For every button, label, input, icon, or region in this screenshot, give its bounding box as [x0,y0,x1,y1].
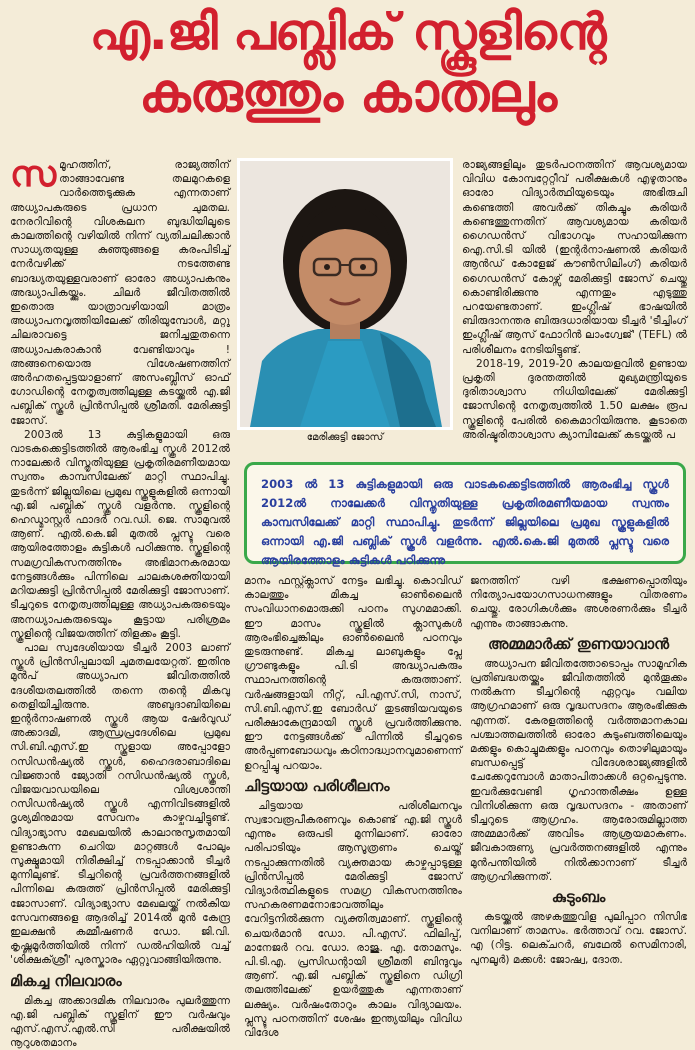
subheading: കുടുംബം [551,888,606,907]
photo-caption: മേരിക്കുട്ടി ജോസ് [306,432,384,443]
article-paragraph: 2003ൽ 13 കുട്ടികളുമായി ഒരു വാടകക്കെട്ടിടത്തിൽ ആരംഭിച്ച സ്കൂൾ 2012ൽ നാലേക്കർ വിസ്തൃതിയുള്ള പ്രകൃതിരമണീയമായ സ്വന്തം കാമ്പസിലേക്ക് മാറ്റി സ്ഥാപിച്ചു. തുടർന്ന് ജില്ലയിലെ പ്രമുഖ സ്കൂളുകളിൽ ഒന്നായി എ.ജി പബ്ലിക് സ്കൂൾ വളർന്നു. സ്കൂളിന്റെ ഹെഡ്മാസ്റ്റർ ഫാദർ റവ.ഡി. ജെ. സാമുവൽ ആണ്. എൽ.കെ.ജി മുതൽ പ്ലസ്ടു വരെ ആയിരത്തോളം കുട്ടികൾ പഠിക്കുന്നു. സ്കൂളിന്റെ സമഗ്രവികസനത്തിനും അഭിമാനകരമായ നേട്ടങ്ങൾക്കും പിന്നിലെ ചാലകശക്തിയായി മറിയക്കുട്ടി പ്രിൻസിപ്പൽ മേരിക്കുട്ടി ജോസാണ്. ടീച്ചറുടെ നേതൃത്വത്തിലുള്ള അധ്യാപകരുടെയും അനധ്യാപകരുടെയും കൂട്ടായ പരിശ്രമം സ്കൂളിന്റെ വിജയത്തിന് തിളക്കം കൂട്ടി. [10,428,230,640]
pull-quote-box: 2003 ൽ 13 കുട്ടികളുമായി ഒരു വാടകക്കെട്ടിടത്തിൽ ആരംഭിച്ച സ്കൂൾ 2012ൽ നാലേക്കർ വിസ്തൃതിയുള്ള പ്രകൃതിരമണീയമായ സ്വന്തം കാമ്പസിലേക്ക് മാറ്റി സ്ഥാപിച്ചു. തുടർന്ന് ജില്ലയിലെ പ്രമുഖ സ്കൂളുകളിൽ ഒന്നായി എ.ജി പബ്ലിക് സ്കൂൾ വളർന്നു. എൽ.കെ.ജി മുതൽ പ്ലസ്ടു വരെ ആയിരത്തോളം കുട്ടികൾ പഠിക്കുന്നു [244,462,686,564]
article-paragraph: ചിട്ടയായ പരിശീലനവും സ്വഭാവരൂപീകരണവും കൊണ്ട് എ.ജി സ്കൂൾ എന്നും ഒരുപടി മുന്നിലാണ്. ഓരോ പരിപാടിയും ആസൂത്രണം ചെയ്ത് നടപ്പാക്കുന്നതിൽ വ്യക്തമായ കാഴ്ചപ്പാടുള്ള പ്രിൻസിപ്പൽ മേരിക്കുട്ടി ജോസ് വിദ്യാർത്ഥികളുടെ സമഗ്ര വികസനത്തിനും സഹകരണമനോഭാവത്തിലും വേറിട്ടനിൽക്കുന്ന വ്യക്തിത്വമാണ്. സ്കൂളിന്റെ ചെയർമാൻ ഡോ. പി.എസ്. ഫിലിപ്പ്, മാനേജർ റവ. ഡോ. രാജു. എ. തോമസും. പി.ടി.എ. പ്രസിഡന്റായി ശ്രീമതി ബിന്ദുവും ആണ്. എ.ജി പബ്ലിക് സ്കൂളിനെ ഡിഗ്രി തലത്തിലേക്ക് ഉയർത്തുക എന്നതാണ് ലക്ഷ്യം. വർഷംതോറും കാലം വിദ്യാലയം. പ്ലസ്ടു പഠനത്തിന് ശേഷം ഇന്ത്യയിലും വിവിധ വിദേശ [244,799,462,1040]
drop-cap: സ [10,154,57,195]
headline-line-1: എ.ജി പബ്ലിക് സ്കൂളിന്റെ [89,3,606,61]
subheading: മികച്ച നിലവാരം [10,971,122,990]
headline [0,3,695,124]
article-column-1 [10,154,230,1050]
article-paragraph: സമൂഹത്തിന്, രാജ്യത്തിന് താങ്ങാവേണ്ട തലമുറകളെ വാർത്തെടുക്കുക എന്നതാണ് അധ്യാപകരുടെ പ്രധാന ചുമതല. നേരറിവിന്റെ വിശകലന ബുദ്ധിയിലൂടെ കാലത്തിന്റെ വഴിയിൽ നിന്ന് വ്യതിചലിക്കാൻ സാധ്യതയുള്ള കുഞ്ഞുങ്ങളെ കരംപിടിച്ച് നേർവഴിക്ക് നടത്തേണ്ട ബാദ്ധ്യതയുള്ളവരാണ് ഓരോ അധ്യാപകനും അദ്ധ്യാപികയ്ക്കും. ചിലർ ജീവിതത്തിൽ ഇതൊരു യാത്രാവഴിയായി മാത്രം അധ്യാപനവൃത്തിയിലേക്ക് തിരിയുമ്പോൾ, മറ്റു ചിലരാവട്ടെ ജനിച്ചതുതന്നെ അധ്യാപകരാകാൻ വേണ്ടിയാവും ! അങ്ങനെയൊരു വിശേഷണത്തിന് അർഹതപ്പെട്ടയാളാണ് അസംബ്ലീസ് ഓഫ് ഗോഡിന്റെ നേതൃത്വത്തിലുള്ള കടയ്ക്കൽ എ.ജി പബ്ലിക് സ്കൂൾ പ്രിൻസിപ്പൽ ശ്രീമതി. മേരിക്കുട്ടി ജോസ്. [10,154,230,427]
headline-line-2: കരുത്തും കാതലും [138,60,556,124]
subheading: അമ്മമാർക്ക് തുണയാവാൻ [487,634,670,653]
article-paragraph: ജനത്തിന് വഴി ഭക്ഷണപ്പൊതിയും നിത്യോപയോഗസാധനങ്ങളും വിതരണം ചെയ്തു. രോഗികൾക്കും അശരണർക്കും ടീച്ചർ എന്നും താങ്ങാകുന്നു. [470,575,687,630]
subheading: ചിട്ടയായ പരിശീലനം [244,776,390,795]
portrait-photo [237,158,453,430]
article-paragraph: കടയ്ക്കൽ അഴകത്തുവിള പുലിപ്പാറ നിസിഭ വനിലാണ് താമസം. ഭർത്താവ് റവ. ജോസ്. എ (റിട്ട. ലെക്ചറർ, ബഥേൽ സെമിനാരി, പുനലൂർ) മക്കൾ: ജോഷ്വ, ദോത. [470,911,687,966]
article-paragraph: മികച്ച അക്കാദമിക നിലവാരം പുലർത്തുന്ന എ.ജി പബ്ലിക് സ്കൂളിന് ഈ വർഷവും എസ്.എസ്.എൽ.സി പരീക്ഷയിൽ നൂറുശതമാനം [10,994,230,1050]
portrait-illustration [240,161,450,427]
article-paragraph: പാല സ്വദേശിയായ ടീച്ചർ 2003 ലാണ് സ്കൂൾ പ്രിൻസിപ്പലായി ചുമതലയേറ്റത്. ഇതിനു മുൻപ് അധ്യാപന ജീവിതത്തിൽ ദേശീയതലത്തിൽ തന്നെ തന്റെ മികവു തെളിയിച്ചിരുന്നു. അബുദാബിയിലെ ഇന്റർനാഷണൽ സ്കൂൾ ആയ ഷേർവുഡ് അക്കാദമി, ആന്ധ്രപ്രദേശിലെ പ്രമുഖ സി.ബി.എസ്.ഇ സ്കൂളായ അപ്പോളോ റസിഡൻഷ്യൽ സ്കൂൾ, ഹൈദരാബാദിലെ വിജ്ഞാൻ ജ്യോതി റസിഡൻഷ്യൽ സ്കൂൾ, വിജയവാഡയിലെ വിശ്വശാന്തി റസിഡൻഷ്യൽ സ്കൂൾ എന്നിവിടങ്ങളിൽ ദൃശ്യമിനുമായ സേവനം കാഴ്ചവച്ചിട്ടുണ്ട്. വിദ്യാഭ്യാസ മേഖലയിൽ കാലാനുസൃതമായി ഉണ്ടാകുന്ന ചെറിയ മാറ്റങ്ങൾ പോലും സൂക്ഷ്മമായി നിരീക്ഷിച്ച് നടപ്പാക്കാൻ ടീച്ചർ മുന്നിലുണ്ട്. ടീച്ചറിന്റെ പ്രവർത്തനങ്ങളിൽ പിന്നിലെ കരുത്ത് പ്രിൻസിപ്പൽ മേരിക്കുട്ടി ജോസാണ്. വിദ്യാഭ്യാസ മേഖലയ്ക്ക് നൽകിയ സേവനങ്ങളെ ആദരിച്ച് 2014ൽ മുൻ കേന്ദ്ര ഇലക്ഷൻ കമ്മീഷണർ ഡോ. ജി.വി. കൃഷ്ണമൂർത്തിയിൽ നിന്ന് ഡൽഹിയിൽ വച്ച് 'ശിക്ഷക്ശ്രീ' പുരസ്കാരം ഏറ്റുവാങ്ങിയിരുന്നു. [10,641,230,967]
article-paragraph: 2018-19, 2019-20 കാലയളവിൽ ഉണ്ടായ പ്രകൃതി ദുരന്തത്തിൽ മുഖ്യമന്ത്രിയുടെ ദുരിതാശ്വാസ നിധിയിലേക്ക് മേരിക്കുട്ടി ജോസിന്റെ നേതൃത്വത്തിൽ 1.50 ലക്ഷം രൂപ സ്കൂളിന്റെ പേരിൽ കൈമാറിയിരുന്നു. കൂടാതെ അരിഷ്ടരിതാശ്വാസ ക്യാമ്പിലേക്ക് കടയ്ക്കൽ പ [462,357,687,441]
article-paragraph: രാജ്യങ്ങളിലും തുടർപഠനത്തിന് ആവശ്യമായ വിവിധ കോമ്പറ്റേറ്റീവ് പരീക്ഷകൾ എഴുതാനും ഓരോ വിദ്യാർത്ഥിയുടെയും അഭിരുചി കണ്ടെത്തി അവർക്ക് തികച്ചും കരിയർ കണ്ടെത്തുന്നതിന് ആവശ്യമായ കരിയർ ഗൈഡൻസ് വിഭാഗവും സഹായിക്കുന്ന ഐ.സി.ടി യിൽ (ഇന്റർനാഷണൽ കരിയർ ആൻഡ് കോളേജ് കൗൺസിലിംഗ്) കരിയർ ഗൈഡൻസ് കോഴ്സ് മേരിക്കുട്ടി ജോസ് ചെയ്തു കൊണ്ടിരിക്കുന്നു എന്നതും എടുത്തു പറയേണ്ടതാണ്. ഇംഗ്ലീഷ് ഭാഷയിൽ ബിരുദാനന്തര ബിരുദധാരിയായ ടീച്ചർ 'ടീച്ചിംഗ് ഇംഗ്ലീഷ് ആസ് ഫോറിൻ ലാംഗ്വേജ്' (TEFL) ൽ പരിശീലനം നേടിയിട്ടുണ്ട്. [462,159,687,356]
article-paragraph: അധ്യാപന ജീവിതത്തോടൊപ്പം സാമൂഹിക പ്രതിബദ്ധതയ്ക്കും ജീവിതത്തിൽ മുൻതൂക്കം നൽകുന്ന ടീച്ചറിന്റെ ഏറ്റവും വലിയ ആഗ്രഹമാണ് ഒരു വൃദ്ധസദനം ആരംഭിക്കുക എന്നത്. കേരളത്തിന്റെ വർത്തമാനകാല പശ്ചാത്തലത്തിൽ ഓരോ കുടുംബത്തിലെയും മക്കളും കൊച്ചുമക്കളും പഠനവും തൊഴിലുമായും ബന്ധപ്പെട്ട് വിദേശരാജ്യങ്ങളിൽ ചേക്കേറുമ്പോൾ മാതാപിതാക്കൾ ഒറ്റപ്പെടുന്നു. ഇവർക്കുവേണ്ടി ഗൃഹാന്തരീക്ഷം ഉള്ള വിനിശിക്കുന്ന ഒരു വൃദ്ധസദനം - അതാണ് ടീച്ചറുടെ ആഗ്രഹം. ആരോരുമില്ലാത്ത അമ്മമാർക്ക് അവിടം ആശ്രയമാകണം. ജീവകാരുണ്യ പ്രവർത്തനങ്ങളിൽ എന്നും മുൻപന്തിയിൽ നിൽക്കാനാണ് ടീച്ചർ ആഗ്രഹിക്കുന്നത്. [470,657,687,883]
article-column-4 [470,574,687,1019]
article-paragraph: മാനം ഫസ്റ്റ്ക്ലാസ് നേട്ടം ലഭിച്ചു. കൊവിഡ് കാലത്തും മികച്ച ഓൺലൈൻ സംവിധാനമൊരുക്കി പഠനം സുഗമമാക്കി. ഈ മാസം സ്കൂളിൽ ക്ലാസുകൾ ആരംഭിച്ചെങ്കിലും ഓൺലൈൻ പഠനവും തുടരുന്നുണ്ട്. മികച്ച ലാബുകളും പ്ലേ ഗ്രൗണ്ടുകളും പി.ടി അദ്ധ്യാപകരും സ്ഥാപനത്തിന്റെ കരുത്താണ്. വർഷങ്ങളായി നീറ്റ്, പി.എസ്.സി, നാസ്, സി.ബി.എസ്.ഇ ബോർഡ് തുടങ്ങിയവയുടെ പരീക്ഷാകേന്ദ്രമായി സ്കൂൾ പ്രവർത്തിക്കുന്നു. ഈ നേട്ടങ്ങൾക്ക് പിന്നിൽ ടീച്ചറുടെ അർപ്പണബോധവും കഠിനാദ്ധ്വാനവുമാണെന്ന് ഉറപ്പിച്ചു പറയാം. [244,575,463,772]
article-column-2 [244,574,463,1040]
article-column-3 [462,158,687,453]
